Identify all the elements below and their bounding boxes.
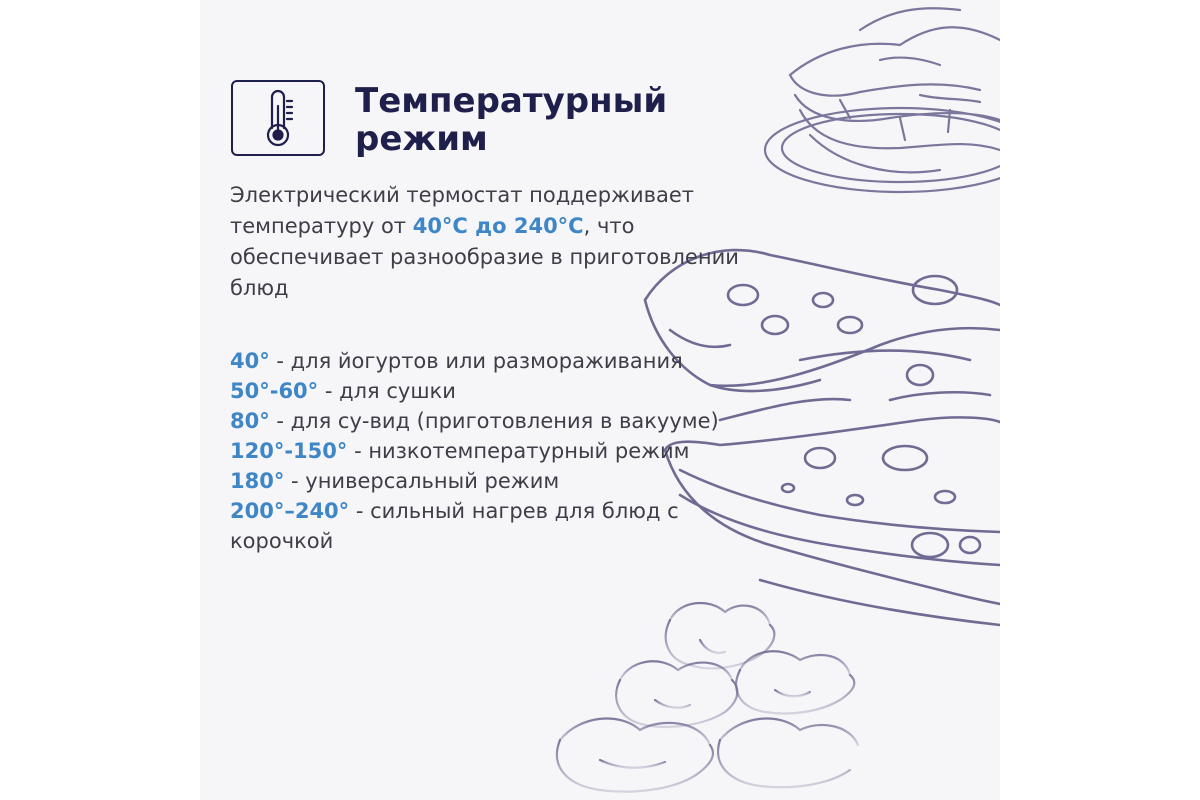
dumplings-sketch — [557, 603, 858, 792]
mode-description: - низкотемпературный режим — [347, 439, 690, 463]
intro-text-part-2: , что обеспечивает разнообразие в приготовлении блюд — [230, 214, 739, 300]
list-item — [230, 346, 770, 376]
intro-text-part-1: Электрический термостат поддерживает температуру от — [230, 183, 694, 238]
mode-description: - для йогуртов или размораживания — [269, 349, 683, 373]
mode-temperature: 50°-60° — [230, 379, 319, 403]
mode-temperature: 80° — [230, 409, 270, 433]
list-item — [230, 376, 770, 406]
intro-text — [230, 180, 770, 304]
title-line-1: Температурный — [355, 81, 668, 121]
temperature-range-highlight: 40°C до 240°C — [412, 214, 584, 238]
thermometer-icon — [258, 88, 298, 148]
list-item — [230, 466, 770, 496]
mode-description: - для сушки — [318, 379, 456, 403]
mode-temperature: 200°–240° — [230, 499, 350, 523]
page-title — [355, 82, 667, 158]
thermometer-icon-box — [231, 80, 325, 156]
mode-description: - для су-вид (приготовления в вакууме) — [269, 409, 719, 433]
mode-temperature: 120°-150° — [230, 439, 348, 463]
list-item — [230, 496, 770, 556]
mode-temperature: 40° — [230, 349, 270, 373]
lasagna-sketch — [765, 8, 1000, 192]
temperature-modes-list — [230, 346, 770, 556]
mode-temperature: 180° — [230, 469, 285, 493]
mode-description: - сильный нагрев для блюд с корочкой — [230, 499, 679, 553]
mode-description: - универсальный режим — [284, 469, 560, 493]
title-line-2: режим — [355, 119, 488, 159]
list-item — [230, 436, 770, 466]
list-item — [230, 406, 770, 436]
temperature-mode-card — [200, 0, 1000, 800]
